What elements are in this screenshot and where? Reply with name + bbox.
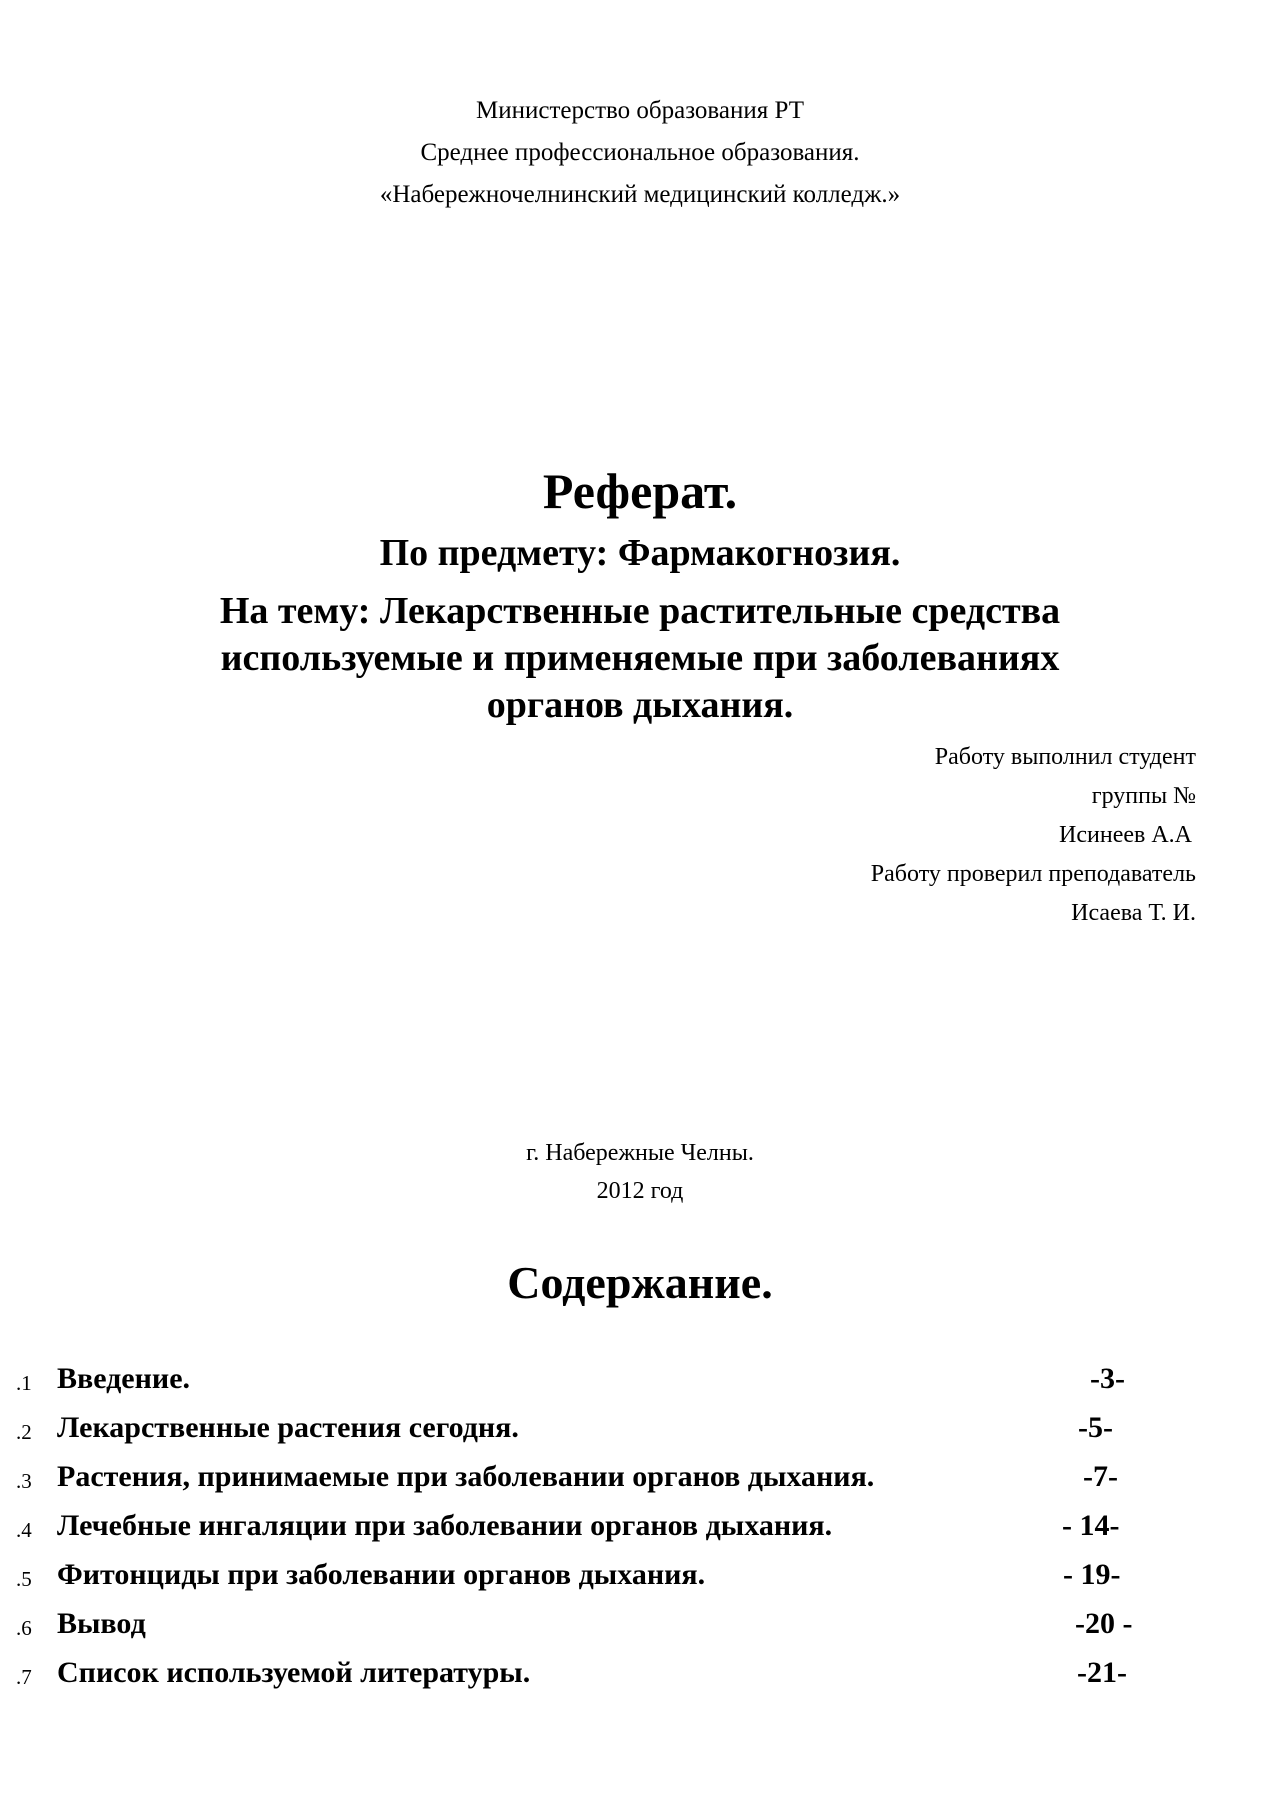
toc-item-label: Фитонциды при заболевании органов дыхания. — [57, 1558, 706, 1591]
toc-item — [0, 1600, 1280, 1650]
toc-item-number: .2 — [16, 1420, 32, 1444]
toc-item-label: Список используемой литературы. — [57, 1656, 531, 1689]
toc-item-page: -21- — [1077, 1656, 1127, 1689]
toc-item-number: .4 — [16, 1518, 32, 1542]
toc-title: Содержание. — [507, 1257, 773, 1308]
toc-item-number: .6 — [16, 1616, 32, 1640]
city-line: г. Набережные Челны. — [526, 1140, 754, 1166]
group-line: группы № — [1091, 783, 1196, 809]
toc-item-page: -3- — [1090, 1362, 1125, 1395]
teacher-name: Исаева Т. И. — [1071, 900, 1196, 926]
toc-item-page: -5- — [1078, 1411, 1113, 1444]
ministry-line: Министерство образования РТ — [476, 97, 804, 124]
toc-item-label: Растения, принимаемые при заболевании органов дыхания. — [57, 1460, 875, 1493]
toc-item-page: -20 - — [1075, 1607, 1133, 1640]
topic-line-3: органов дыхания. — [486, 684, 794, 726]
topic-block — [140, 588, 1140, 729]
toc-item-page: - 19- — [1063, 1558, 1121, 1591]
toc-item-page: - 14- — [1062, 1509, 1120, 1542]
toc-item-label: Лечебные ингаляции при заболевании органов дыхания. — [57, 1509, 833, 1542]
topic-line-1: На тему: Лекарственные растительные средства — [219, 590, 1061, 632]
toc-item — [0, 1502, 1280, 1552]
toc-item — [0, 1355, 1280, 1405]
year-line: 2012 год — [596, 1178, 684, 1204]
performed-by-line: Работу выполнил студент — [934, 744, 1196, 770]
toc-item — [0, 1404, 1280, 1454]
toc-item — [0, 1649, 1280, 1699]
education-line: Среднее профессиональное образования. — [420, 139, 860, 166]
toc-item-number: .3 — [16, 1469, 32, 1493]
checked-by-line: Работу проверил преподаватель — [870, 861, 1196, 887]
toc-item-label: Лекарственные растения сегодня. — [57, 1411, 519, 1444]
college-line: «Набережночелнинский медицинский колледж.» — [379, 181, 901, 208]
subject-line: По предмету: Фармакогнозия. — [379, 532, 901, 574]
toc-item — [0, 1453, 1280, 1503]
toc-item-number: .7 — [16, 1665, 32, 1689]
toc-item-number: .1 — [16, 1371, 32, 1395]
toc-item — [0, 1551, 1280, 1601]
toc-item-label: Вывод — [57, 1607, 146, 1640]
student-name: Исинеев А.А — [1059, 822, 1192, 848]
author-block — [596, 742, 1196, 942]
topic-line-2: используемые и применяемые при заболеваниях — [220, 637, 1060, 679]
toc-item-page: -7- — [1083, 1460, 1118, 1493]
document-title: Реферат. — [542, 463, 738, 519]
toc-item-number: .5 — [16, 1567, 32, 1591]
toc-item-label: Введение. — [57, 1362, 191, 1395]
